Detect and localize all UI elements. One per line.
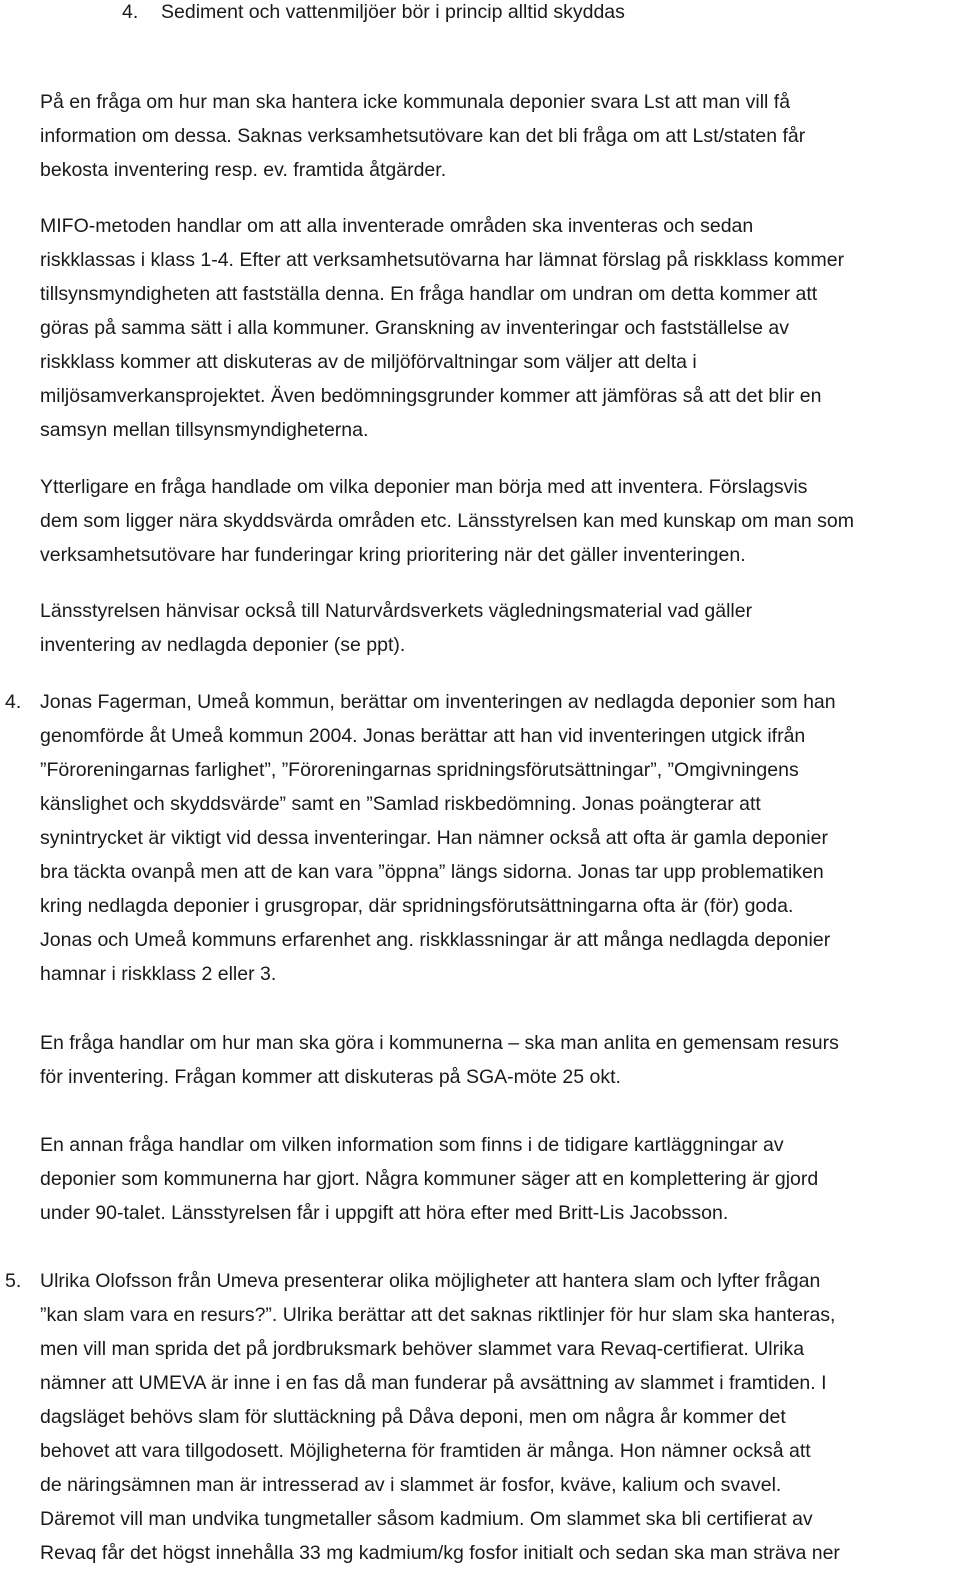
text-line: behovet att vara tillgodosett. Möjligheterna för framtiden är många. Hon nämner också att: [40, 1440, 811, 1462]
text-line: synintrycket är viktigt vid dessa inventeringar. Han nämner också att ofta är gamla deponier: [40, 827, 828, 849]
text-line: MIFO-metoden handlar om att alla inventerade områden ska inventeras och sedan: [40, 215, 754, 237]
text-line: inventering av nedlagda deponier (se ppt).: [40, 634, 406, 656]
text-line: Jonas och Umeå kommuns erfarenhet ang. riskklassningar är att många nedlagda deponier: [40, 929, 831, 951]
text-line: tillsynsmyndigheten att fastställa denna. En fråga handlar om undran om detta kommer att: [40, 283, 818, 305]
text-line: Ytterligare en fråga handlade om vilka deponier man börja med att inventera. Förslagsvis: [40, 476, 808, 498]
text-line: ”Föroreningarnas farlighet”, ”Föroreningarnas spridningsförutsättningar”, ”Omgivningens: [40, 759, 799, 781]
text-line: Revaq får det högst innehålla 33 mg kadmium/kg fosfor initialt och sedan ska man sträva ner: [40, 1542, 840, 1564]
text-line: miljösamverkansprojektet. Även bedömningsgrunder kommer att jämföras så att det blir en: [40, 385, 822, 407]
text-line: riskklass kommer att diskuteras av de miljöförvaltningar som väljer att delta i: [40, 351, 697, 373]
text-line: kring nedlagda deponier i grusgropar, där spridningsförutsättningarna ofta är (för) goda.: [40, 895, 794, 917]
text-line: Däremot vill man undvika tungmetaller såsom kadmium. Om slammet ska bli certifierat av: [40, 1508, 813, 1530]
text-line: ”kan slam vara en resurs?”. Ulrika berättar att det saknas riktlinjer för hur slam ska hanteras,: [40, 1304, 836, 1326]
top-item-text: Sediment och vattenmiljöer bör i princip alltid skyddas: [161, 1, 625, 23]
text-line: En fråga handlar om hur man ska göra i kommunerna – ska man anlita en gemensam resurs: [40, 1032, 839, 1054]
text-line: Länsstyrelsen hänvisar också till Naturvårdsverkets vägledningsmaterial vad gäller: [40, 600, 753, 622]
text-line: dem som ligger nära skyddsvärda områden etc. Länsstyrelsen kan med kunskap om man som: [40, 510, 854, 532]
text-line: samsyn mellan tillsynsmyndigheterna.: [40, 419, 369, 441]
text-line: En annan fråga handlar om vilken information som finns i de tidigare kartläggningar av: [40, 1134, 784, 1156]
text-line: verksamhetsutövare har funderingar kring prioritering när det gäller inventeringen.: [40, 544, 746, 566]
item-number: 5.: [5, 1270, 22, 1292]
text-line: de näringsämnen man är intresserad av i slammet är fosfor, kväve, kalium och svavel.: [40, 1474, 782, 1496]
text-line: känslighet och skyddsvärde” samt en ”Samlad riskbedömning. Jonas poängterar att: [40, 793, 761, 815]
text-line: Ulrika Olofsson från Umeva presenterar olika möjligheter att hantera slam och lyfter frågan: [40, 1270, 821, 1292]
text-line: för inventering. Frågan kommer att diskuteras på SGA-möte 25 okt.: [40, 1066, 621, 1088]
text-line: under 90-talet. Länsstyrelsen får i uppgift att höra efter med Britt-Lis Jacobsson.: [40, 1202, 729, 1224]
text-line: dagsläget behövs slam för sluttäckning på Dåva deponi, men om några år kommer det: [40, 1406, 786, 1428]
text-line: genomförde åt Umeå kommun 2004. Jonas berättar att han vid inventeringen utgick ifrån: [40, 725, 806, 747]
text-line: På en fråga om hur man ska hantera icke kommunala deponier svara Lst att man vill få: [40, 91, 791, 113]
text-line: bekosta inventering resp. ev. framtida åtgärder.: [40, 159, 447, 181]
text-line: hamnar i riskklass 2 eller 3.: [40, 963, 277, 985]
text-line: bra täckta ovanpå men att de kan vara ”öppna” längs sidorna. Jonas tar upp problematiken: [40, 861, 824, 883]
text-line: deponier som kommunerna har gjort. Några kommuner säger att en komplettering är gjord: [40, 1168, 819, 1190]
top-item-number: 4.: [122, 1, 139, 23]
text-line: göras på samma sätt i alla kommuner. Granskning av inventeringar och fastställelse av: [40, 317, 789, 339]
item-number: 4.: [5, 691, 22, 713]
text-line: nämner att UMEVA är inne i en fas då man funderar på avsättning av slammet i framtiden. I: [40, 1372, 827, 1394]
text-line: Jonas Fagerman, Umeå kommun, berättar om inventeringen av nedlagda deponier som han: [40, 691, 836, 713]
text-line: riskklassas i klass 1-4. Efter att verksamhetsutövarna har lämnat förslag på riskklass kommer: [40, 249, 845, 271]
text-line: information om dessa. Saknas verksamhetsutövare kan det bli fråga om att Lst/staten får: [40, 125, 806, 147]
text-line: men vill man sprida det på jordbruksmark behöver slammet vara Revaq-certifierat. Ulrika: [40, 1338, 805, 1360]
